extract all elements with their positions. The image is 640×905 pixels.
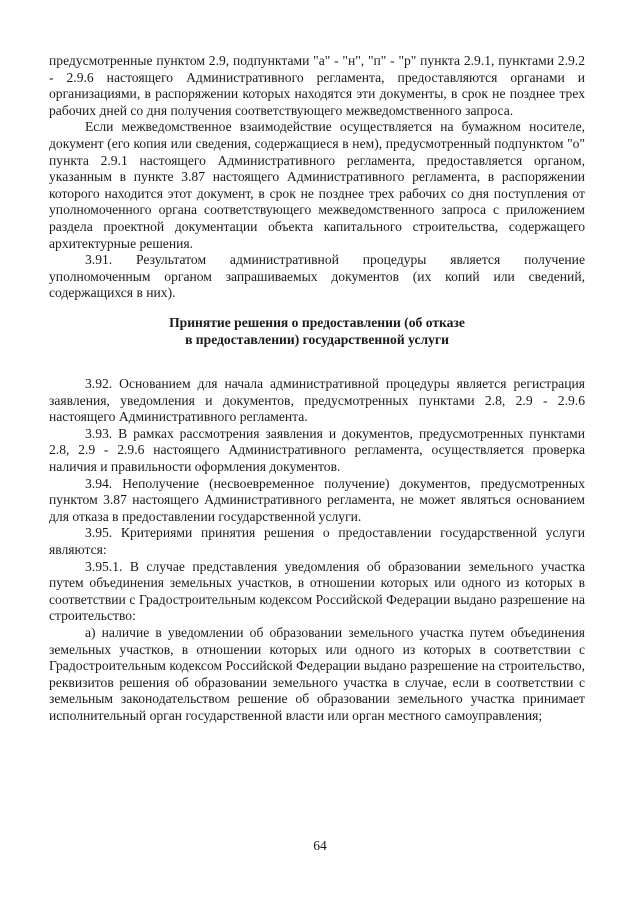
paragraph-3-95-1: 3.95.1. В случае представления уведомления об образовании земельного участка путем объединения земельных участков, в отношении которых или одного из которых в соответствии с Градостроительным кодексом Российской Федерации выдано разрешение на строительство: [49, 558, 585, 624]
paragraph-item-a: а) наличие в уведомлении об образовании земельного участка путем объединения земельных участков, в отношении которых или одного из которых в соответствии с Градостроительным кодексом Российской Федерации выдано разрешение на строительство, реквизитов решения об образовании земельного участка в случае, если в соответствии с земельным законодательством решение об образовании земельного участка принимает исполнительный орган государственной власти или орган местного самоуправления; [49, 625, 585, 723]
paragraph-continuation: предусмотренные пунктом 2.9, подпунктами "а" - "н", "п" - "р" пункта 2.9.1, пунктами 2.9.2 - 2.9.6 настоящего Административного регламента, предоставляются органами и организациями, в распоряжении которых находятся эти документы, в срок не позднее трех рабочих дней со дня получения соответствующего межведомственного запроса. [49, 53, 585, 118]
paragraph-paper-interaction: Если межведомственное взаимодействие осуществляется на бумажном носителе, документ (его копия или сведения, содержащиеся в нем), предусмотренный подпунктом "о" пункта 2.9.1 настоящего Административного регламента, предоставляется органом, указанным в пункте 3.87 настоящего Административного регламента, в распоряжении которого находится этот документ, в срок не позднее трех рабочих со дня поступления от уполномоченного органа соответствующего межведомственного запроса с приложением раздела проектной документации объекта капитального строительства, содержащего архитектурные решения. [49, 119, 585, 251]
paragraph-3-95: 3.95. Критериями принятия решения о предоставлении государственной услуги являются: [49, 525, 585, 558]
page-number: 64 [313, 838, 327, 853]
section-heading [49, 315, 585, 348]
paragraph-3-94: 3.94. Неполучение (несвоевременное получение) документов, предусмотренных пунктом 3.87 настоящего Административного регламента, не может являться основанием для отказа в предоставлении государственной услуги. [49, 475, 585, 524]
section-heading-line-2: в предоставлении) государственной услуги [185, 331, 449, 347]
paragraph-3-91: 3.91. Результатом административной процедуры является получение уполномоченным органом запрашиваемых документов (их копий или сведений, содержащихся в них). [49, 252, 585, 301]
section-heading-line-1: Принятие решения о предоставлении (об отказе [169, 314, 465, 330]
paragraph-3-92: 3.92. Основанием для начала административной процедуры является регистрация заявления, уведомления и документов, предусмотренных пунктами 2.8, 2.9 - 2.9.6 настоящего Административного регламента. [49, 376, 585, 425]
paragraph-3-93: 3.93. В рамках рассмотрения заявления и документов, предусмотренных пунктами 2.8, 2.9 - 2.9.6 настоящего Административного регламента, осуществляется проверка наличия и правильности оформления документов. [49, 425, 585, 475]
document-page [49, 53, 585, 725]
